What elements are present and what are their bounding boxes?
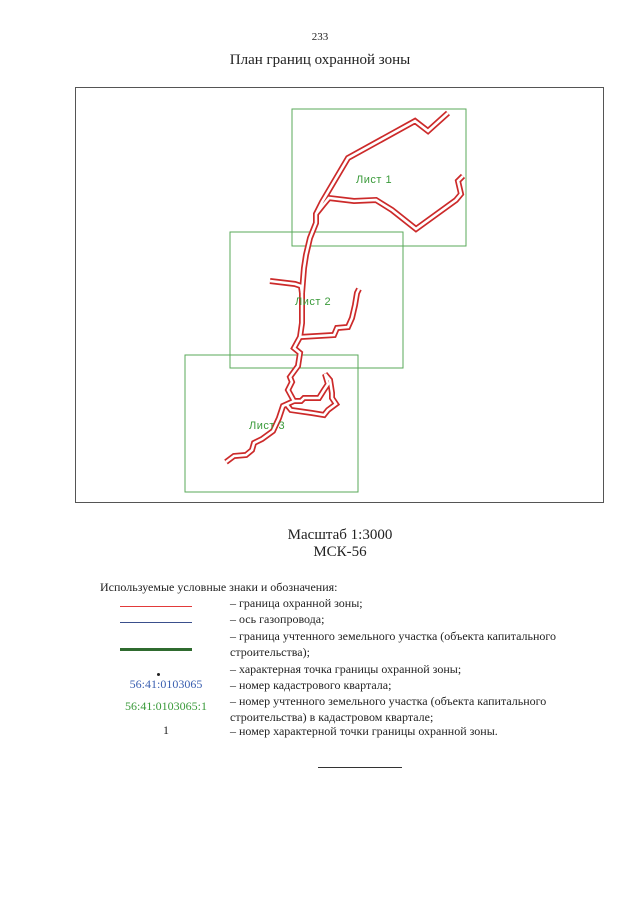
protection-zone-boundary: [226, 113, 463, 462]
sheet-2-label: Лист 2: [295, 296, 332, 308]
legend-desc-zone-boundary: – граница охранной зоны;: [230, 596, 363, 610]
scale-ratio: Масштаб 1:3000: [287, 527, 393, 543]
coordinate-system: МСК-56: [313, 544, 367, 560]
sheet-1-label: Лист 1: [356, 174, 393, 186]
legend-desc-cadastral-quarter: – номер кадастрового квартала;: [230, 678, 392, 692]
legend-desc-land-plot: – граница учтенного земельного участка (объекта капитального строительства);: [230, 629, 557, 659]
legend-desc-characteristic-point: – характерная точка границы охранной зоны;: [230, 662, 462, 676]
legend-blue-line-swatch: [120, 622, 192, 623]
legend-desc-land-plot-number: – номер учтенного земельного участка (объекта капитального строительства) в кадастровом квартале;: [230, 694, 547, 724]
legend-heading: Используемые условные знаки и обозначения:: [100, 580, 338, 594]
sheet-3-label: Лист 3: [249, 420, 286, 432]
scale-block: [0, 527, 640, 561]
signature-line: [318, 767, 402, 768]
plan-title: План границ охранной зоны: [229, 52, 411, 68]
page-number: 233: [311, 31, 329, 43]
legend-desc-point-number: – номер характерной точки границы охранной зоны.: [230, 724, 498, 738]
legend-sample-point-number: 1: [163, 723, 169, 737]
map-drawing: [76, 88, 605, 504]
legend-point-dot: [157, 673, 160, 676]
legend-sample-land-plot-number: 56:41:0103065:1: [124, 699, 207, 713]
legend-green-line-swatch: [120, 648, 192, 651]
map-frame: [75, 87, 604, 503]
legend-sample-cadastral-quarter: 56:41:0103065: [129, 677, 203, 691]
legend-red-line-swatch: [120, 606, 192, 607]
legend-desc-gas-axis: – ось газопровода;: [230, 612, 325, 626]
